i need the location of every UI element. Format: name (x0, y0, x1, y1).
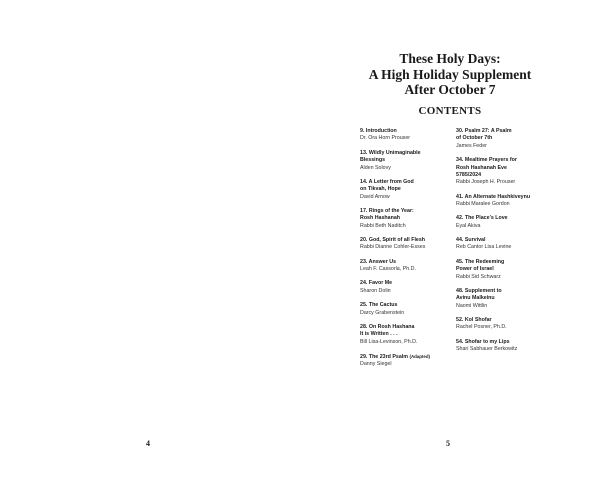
toc-entry-title: 52. Kol Shofar (456, 316, 492, 323)
toc-entry-title: 25. The Cactus (360, 302, 398, 309)
toc-entry (456, 339, 552, 354)
toc-entry-author: James Feder (456, 142, 487, 149)
toc-entry-title: Avinu Malkeinu (456, 295, 495, 302)
book-title (350, 51, 550, 98)
toc-entry (456, 157, 552, 187)
toc-entry (360, 179, 456, 201)
toc-entry-title: 30. Psalm 27: A Psalm (456, 128, 512, 134)
toc-entry-title: 14. A Letter from God (360, 178, 414, 185)
toc-entry-author: Dr. Ora Horn Prouser (360, 135, 411, 142)
toc-entry-title: 42. The Place's Love (456, 215, 508, 222)
toc-entry-author: Shari Sabhauer Berkowitz (456, 346, 518, 353)
toc-entry (360, 208, 456, 230)
toc-entry-title: Blessings (360, 157, 386, 164)
toc-entry (456, 288, 552, 310)
contents-heading: CONTENTS (418, 105, 482, 117)
title-line: After October 7 (404, 82, 496, 97)
toc-entry-author: Rabbi Dianne Cohler-Esses (360, 244, 426, 251)
toc-entry-title: 48. Supplement to (456, 287, 502, 294)
toc-entry-title: 28. On Rosh Hashana (360, 323, 415, 330)
toc-entry-author: Naomi Wittlin (456, 302, 488, 309)
toc-entry-title: Rosh Hashanah (360, 215, 401, 222)
right-page (300, 0, 600, 480)
toc-column-right (456, 128, 552, 360)
toc-entry-title: 5785/2024 (456, 171, 482, 178)
title-line: A High Holiday Supplement (368, 66, 532, 82)
toc-entry-title-text: 29. The 23rd Psalm (360, 353, 408, 360)
title-line: These Holy Days: (399, 51, 501, 66)
toc-entry (360, 128, 456, 143)
toc-entry-author: Reb Cantor Lisa Levine (456, 244, 512, 251)
toc-entry-title: Power of Israel (456, 266, 494, 273)
toc-entry-title (360, 353, 456, 361)
toc-entry (360, 150, 456, 172)
toc-entry-title: 17. Rings of the Year: (360, 207, 414, 214)
toc-entry-author: Bill Lisa-Levinson, Ph.D. (360, 338, 418, 345)
toc-entry-author: Eyal Akiva (456, 222, 481, 229)
toc-entry-title: 24. Favor Me (360, 280, 393, 287)
toc-column-left (360, 128, 456, 376)
toc-entry-title: 54. Shofar to my Lips (456, 338, 510, 345)
toc-entry-title: 23. Answer Us (360, 258, 397, 265)
toc-entry-author: Darcy Grabenstein (360, 309, 405, 316)
toc-entry (456, 259, 552, 281)
toc-entry (360, 280, 456, 295)
toc-entry-author: Rabbi Joseph H. Prouser (456, 179, 516, 186)
toc-entry (456, 317, 552, 332)
toc-entry-title: 41. An Alternate Hashkiveynu (456, 193, 531, 200)
page-number-left: 4 (146, 439, 150, 448)
toc-entry (456, 194, 552, 209)
toc-entry-author: Alden Solovy (360, 164, 391, 171)
toc-entry (456, 128, 552, 150)
toc-entry-title: of October 7th (456, 135, 493, 142)
toc-entry (456, 215, 552, 230)
toc-entry-title: It is Written . . . (360, 331, 398, 338)
toc-entry-subtitle: (Adapted) (409, 353, 430, 359)
toc-entry-author: Danny Siegel (360, 361, 392, 368)
toc-entry-title: 44. Survival (456, 237, 486, 244)
toc-entry-title: 45. The Redeeming (456, 258, 505, 265)
toc-entry (360, 324, 456, 346)
toc-entry-author: Rabbi Beth Naditch (360, 222, 406, 229)
toc-entry-author: Leah F. Cassorla, Ph.D. (360, 266, 416, 273)
toc-entry (360, 237, 456, 252)
toc-entry-author: Rachel Posner, Ph.D. (456, 324, 507, 331)
toc-entry (360, 259, 456, 274)
toc-entry-title: on Tikvah, Hope (360, 186, 401, 193)
toc-entry-title: 9. Introduction (360, 128, 397, 134)
toc-entry-title: 34. Mealtime Prayers for (456, 157, 517, 164)
toc-entry-title: 20. God, Spirit of all Flesh (360, 237, 426, 244)
toc-entry-author: Rabbi Sid Schwarz (456, 273, 501, 280)
toc-entry (360, 302, 456, 317)
toc-entry-title: 13. Wildly Unimaginable (360, 149, 421, 156)
toc-entry-author: Rabbi Maralee Gordon (456, 201, 510, 208)
page-number-right: 5 (446, 439, 450, 448)
toc-entry (360, 353, 456, 369)
toc-entry-author: David Arnow (360, 193, 390, 200)
toc-entry (456, 237, 552, 252)
toc-entry-title: Rosh Hashanah Eve (456, 164, 507, 171)
toc-entry-author: Sharon Dolin (360, 287, 391, 294)
